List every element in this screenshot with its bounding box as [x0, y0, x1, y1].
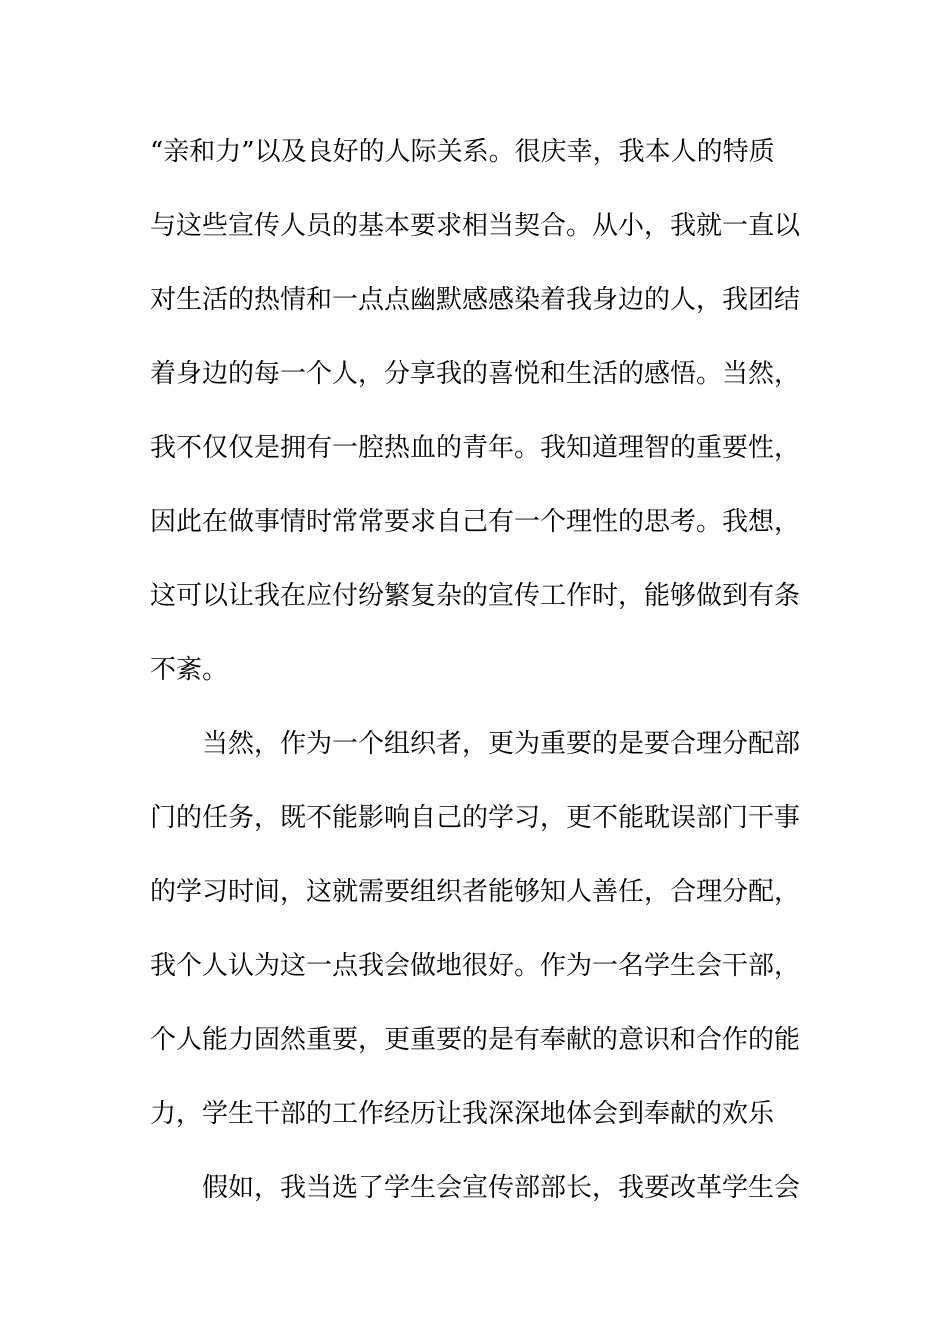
text-line: 的学习时间，这就需要组织者能够知人善任，合理分配， — [150, 877, 801, 907]
text-line: 对生活的热情和一点点幽默感感染着我身边的人，我团结 — [150, 285, 801, 315]
text-line: 我个人认为这一点我会做地很好。作为一名学生会干部， — [150, 951, 801, 981]
text-line: 与这些宣传人员的基本要求相当契合。从小，我就一直以 — [150, 211, 801, 241]
text-line: 这可以让我在应付纷繁复杂的宣传工作时，能够做到有条 — [150, 581, 801, 611]
text-line: “亲和力”以及良好的人际关系。很庆幸，我本人的特质 — [150, 137, 775, 167]
text-line: 不紊。 — [150, 655, 229, 685]
text-line: 着身边的每一个人，分享我的喜悦和生活的感悟。当然， — [150, 359, 801, 389]
text-line: 个人能力固然重要，更重要的是有奉献的意识和合作的能 — [150, 1025, 801, 1055]
paragraph-start-line: 当然，作为一个组织者，更为重要的是要合理分配部 — [202, 729, 801, 759]
text-line: 因此在做事情时常常要求自己有一个理性的思考。我想， — [150, 507, 801, 537]
text-line: 力，学生干部的工作经历让我深深地体会到奉献的欢乐 — [150, 1099, 775, 1129]
paragraph-start-line: 假如，我当选了学生会宣传部部长，我要改革学生会 — [202, 1173, 801, 1203]
text-line: 门的任务，既不能影响自己的学习，更不能耽误部门干事 — [150, 803, 801, 833]
text-line: 我不仅仅是拥有一腔热血的青年。我知道理智的重要性， — [150, 433, 801, 463]
body-text — [150, 128, 800, 1238]
